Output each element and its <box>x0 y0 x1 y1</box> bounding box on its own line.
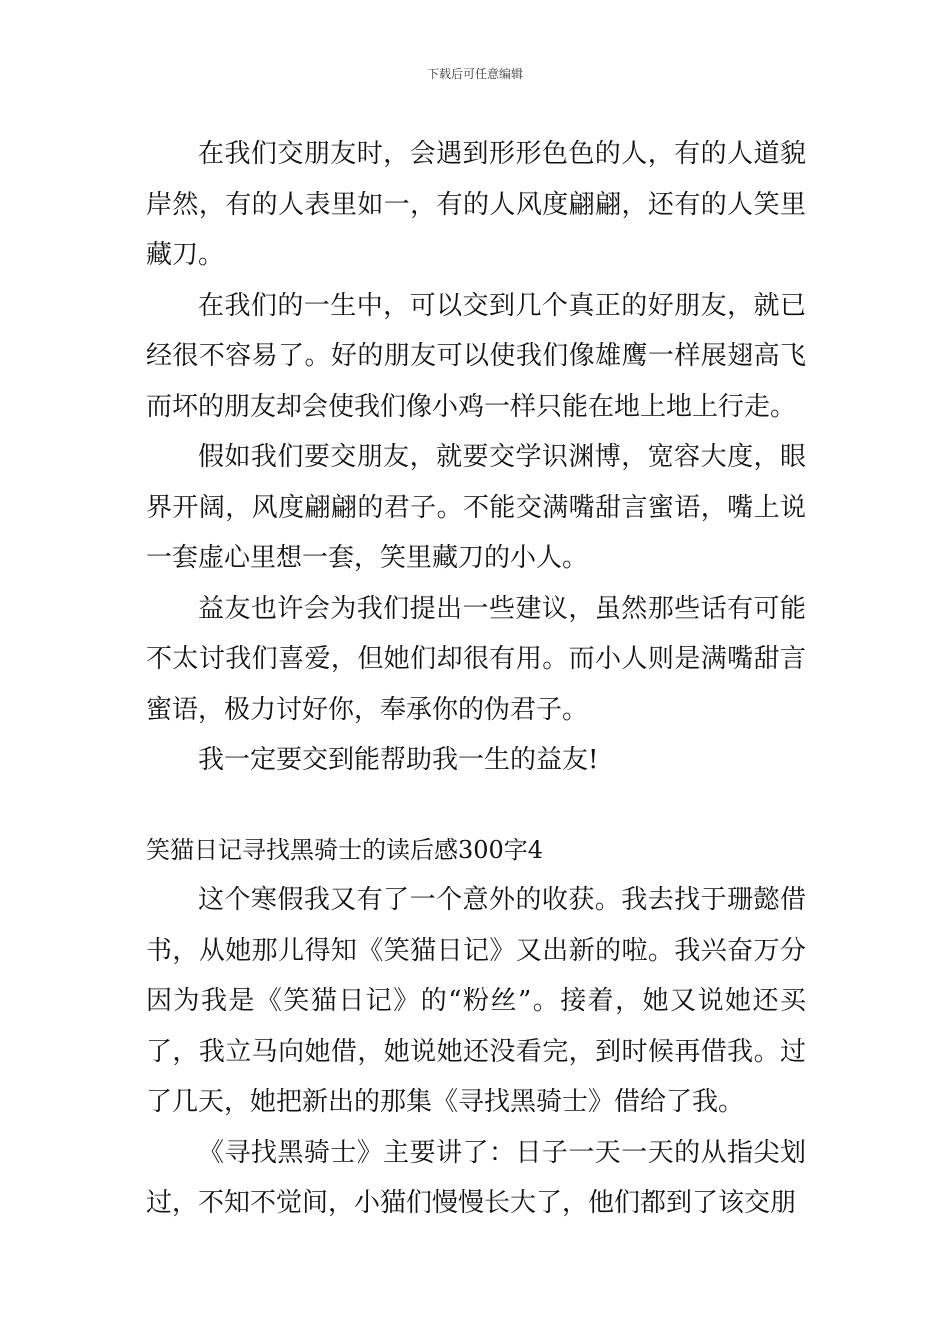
paragraph-3: 假如我们要交朋友，就要交学识渊博，宽容大度，眼界开阔，风度翩翩的君子。不能交满嘴甜言蜜语，嘴上说一套虚心里想一套，笑里藏刀的小人。 <box>146 442 806 573</box>
paragraph-4: 益友也许会为我们提出一些建议，虽然那些话有可能不太讨我们喜爱，但她们却很有用。而小人则是满嘴甜言蜜语，极力讨好你，奉承你的伪君子。 <box>146 593 806 725</box>
paragraph-6: 这个寒假我又有了一个意外的收获。我去找于珊懿借书，从她那儿得知《笑猫日记》又出新的啦。我兴奋万分因为我是《笑猫日记》的“粉丝”。接着，她又说她还买了，我立马向她借，她说她还没看完，到时候再借我。过了几天，她把新出的那集《寻找黑骑士》借给了我。 <box>146 885 806 1117</box>
paragraph-1: 在我们交朋友时，会遇到形形色色的人，有的人道貌岸然，有的人表里如一，有的人风度翩翩，还有的人笑里藏刀。 <box>146 139 806 270</box>
paragraph-2: 在我们的一生中，可以交到几个真正的好朋友，就已经很不容易了。好的朋友可以使我们像雄鹰一样展翅高飞而坏的朋友却会使我们像小鸡一样只能在地上地上行走。 <box>146 290 806 422</box>
document-body <box>146 129 806 1229</box>
paragraph-5: 我一定要交到能帮助我一生的益友! <box>198 745 599 775</box>
section-heading: 笑猫日记寻找黑骑士的读后感300字4 <box>146 835 544 864</box>
paragraph-7: 《寻找黑骑士》主要讲了：日子一天一天的从指尖划过，不知不觉间，小猫们慢慢长大了，他们都到了该交朋 <box>146 1137 806 1218</box>
page-header: 下载后可任意编辑 <box>426 67 523 81</box>
